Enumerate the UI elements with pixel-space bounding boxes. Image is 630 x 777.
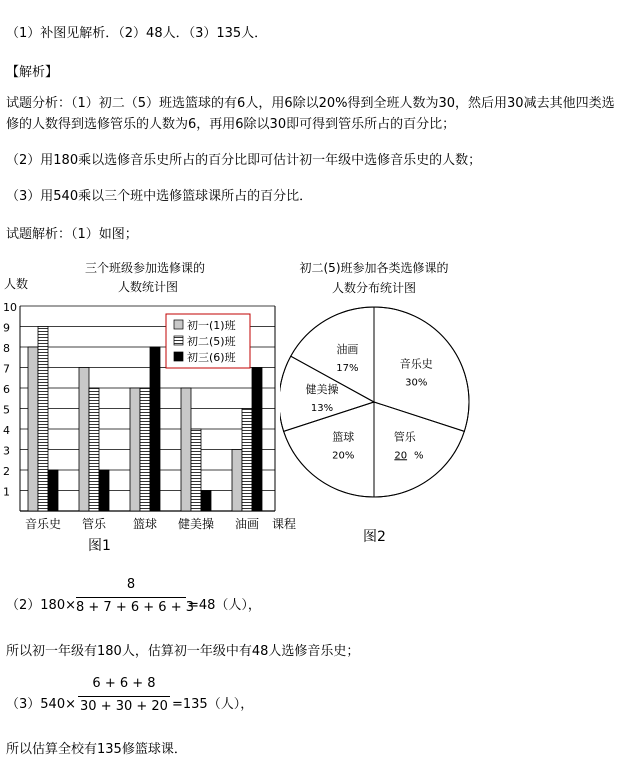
bar [201, 491, 211, 512]
calc-2-denominator: 8 + 7 + 6 + 6 + 3 [76, 600, 194, 615]
y-tick-label: 6 [3, 383, 10, 396]
calc-2-numerator: 8 [126, 577, 136, 592]
pie-slice-label: 油画 [336, 343, 359, 357]
bar [191, 429, 201, 511]
calc-3 [6, 675, 326, 725]
analysis-paragraph-3: （3）用540乘以三个班中选修篮球课所占的百分比． [6, 189, 313, 204]
calc-3-conclusion: 所以估算全校有135修篮球课． [6, 742, 187, 757]
bar [232, 450, 242, 512]
bar [38, 327, 48, 512]
calc-2-result: =48（人）， [188, 598, 261, 613]
solution-intro: 试题解析：（1）如图； [6, 227, 138, 242]
pie-slice-value: 20% [332, 450, 355, 462]
legend-swatch [174, 336, 183, 345]
analysis-paragraph-1: 试题分析：（1）初二（5）班选篮球的有6人，用6除以20%得到全班人数为30，然后用30减去其他四类选修的人数得到选修管乐的人数为6，再用6除以30即可得到管乐所占的百分比； [6, 96, 615, 132]
bar-chart-caption: 图1 [88, 538, 111, 554]
bar [252, 368, 262, 512]
calc-2-prefix: （2）180× [6, 598, 76, 613]
pie-slice-value: 17% [336, 363, 359, 375]
pie-slice-value: 30% [405, 377, 428, 389]
y-tick-label: 8 [3, 342, 10, 355]
legend-swatch [174, 320, 183, 329]
bar [130, 388, 140, 511]
bar-chart-title-line-2: 人数统计图 [117, 280, 179, 294]
analysis-heading: 【解析】 [6, 65, 59, 80]
x-tick-label: 油画 [234, 517, 260, 531]
analysis-paragraph-2: （2）用180乘以选修音乐史所占的百分比即可估计初一年级中选修音乐史的人数； [6, 153, 482, 168]
pie-slice-value: 13% [310, 403, 334, 415]
y-tick-label: 10 [3, 301, 17, 314]
legend-label: 初三(6)班 [187, 351, 236, 364]
y-tick-label: 1 [3, 485, 10, 499]
calc-3-numerator: 6 + 6 + 8 [92, 676, 156, 691]
pie-chart-title-line-1: 初二(5)班参加各类选修课的 [299, 261, 449, 275]
pie-slice-value: 20 [394, 450, 408, 462]
x-tick-label: 健美操 [177, 517, 215, 531]
answer-line: （1）补图见解析．（2）48人．（3）135人． [6, 26, 268, 41]
calc-2-fraction-bar [76, 597, 186, 598]
y-tick-label: 7 [3, 362, 10, 376]
bar [99, 470, 109, 511]
pie-slice-label: 篮球 [332, 430, 355, 444]
bar-chart-x-axis-label: 课程 [272, 517, 297, 531]
y-tick-label: 9 [3, 321, 10, 335]
bar-chart [0, 258, 300, 558]
calc-2 [6, 576, 326, 626]
calc-3-fraction-bar [78, 696, 170, 697]
pie-slice-label: 音乐史 [399, 357, 433, 371]
legend-label: 初一(1)班 [187, 319, 236, 332]
bar [181, 388, 191, 511]
bar [150, 347, 160, 511]
calc-3-prefix: （3）540× [6, 697, 76, 712]
bar-chart-y-axis-label: 人数 [4, 277, 29, 291]
bar [242, 409, 252, 512]
calc-2-conclusion: 所以初一年级有180人，估算初一年级中有48人选修音乐史； [6, 644, 360, 659]
y-tick-label: 4 [3, 424, 10, 437]
bar [140, 388, 150, 511]
pie-slice-value-suffix: % [413, 450, 424, 462]
bar [48, 470, 58, 511]
x-tick-label: 管乐 [81, 517, 107, 531]
legend-swatch [174, 352, 183, 361]
x-tick-label: 篮球 [132, 517, 158, 531]
y-tick-label: 3 [3, 444, 10, 458]
pie-slice-label: 管乐 [393, 430, 416, 444]
pie-chart [280, 258, 480, 558]
bar-chart-title-line-1: 三个班级参加选修课的 [84, 261, 206, 275]
legend [166, 314, 250, 368]
x-tick-label: 音乐史 [24, 517, 62, 531]
pie-chart-title-line-2: 人数分布统计图 [331, 281, 417, 295]
pie-slice-label: 健美操 [305, 383, 339, 397]
calc-3-result: =135（人）， [172, 697, 254, 712]
pie-chart-caption: 图2 [363, 529, 386, 545]
calc-3-denominator: 30 + 30 + 20 [80, 699, 168, 714]
bar [89, 388, 99, 511]
y-tick-label: 5 [3, 403, 10, 417]
y-tick-label: 2 [3, 465, 10, 478]
bar [28, 347, 38, 511]
legend-label: 初二(5)班 [187, 335, 236, 348]
bar [79, 368, 89, 512]
